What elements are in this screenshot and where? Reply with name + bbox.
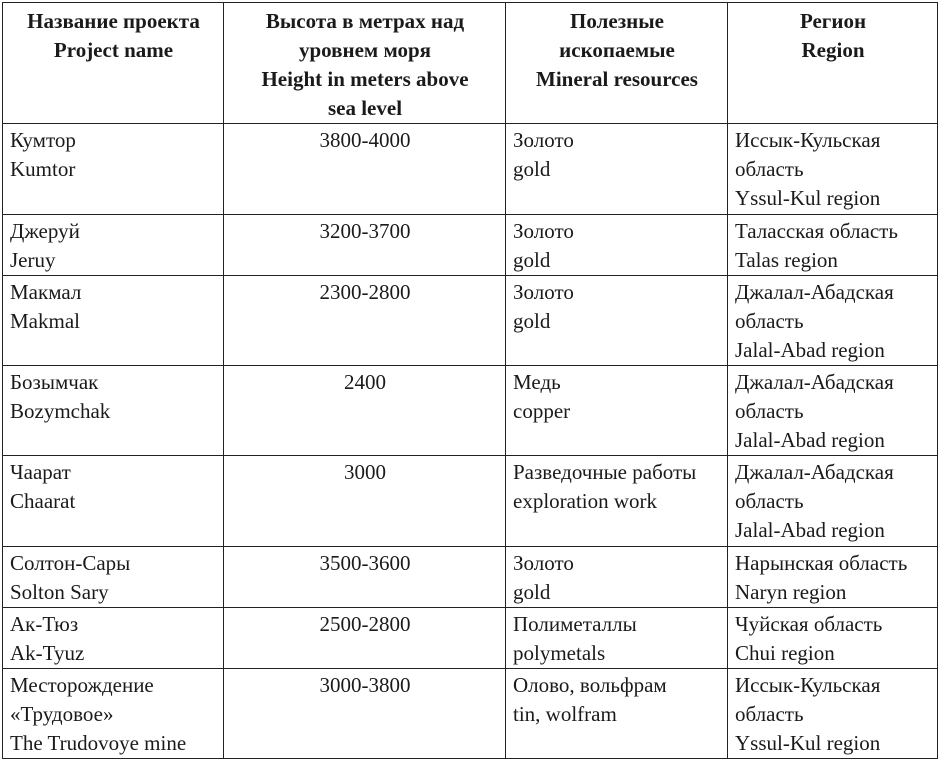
cell-line: «Трудовое» [10,702,114,726]
cell-line: Бозымчак [10,370,99,394]
cell-project [3,366,224,456]
header-line: Region [801,38,865,62]
table-row [3,276,938,366]
cell-line: Золото [513,219,574,243]
cell-line: Yssul-Kul region [735,186,881,210]
table-header [3,3,938,124]
mining-projects-table [2,2,938,759]
cell-height: 2500-2800 [224,608,506,669]
cell-minerals [506,547,728,608]
cell-project [3,669,224,759]
cell-line: gold [513,157,551,181]
cell-line: Солтон-Сары [10,551,131,575]
cell-line: Ak-Tyuz [10,641,85,665]
cell-line: Разведочные работы [513,460,697,484]
cell-height: 3000-3800 [224,669,506,759]
cell-line: exploration work [513,489,658,513]
cell-minerals [506,669,728,759]
cell-height: 2400 [224,366,506,456]
cell-line: Yssul-Kul region [735,731,881,755]
cell-height: 3000 [224,456,506,547]
cell-minerals [506,215,728,276]
cell-line: The Trudovoye mine [10,731,187,755]
header-height [224,3,506,124]
header-line: Регион [799,9,867,33]
cell-line: область [735,702,804,726]
cell-line: Месторождение [10,673,154,697]
cell-line: Джеруй [10,219,80,243]
header-row [3,3,938,124]
cell-region [728,456,938,547]
cell-line: gold [513,580,551,604]
cell-line: Олово, вольфрам [513,673,667,697]
cell-line: Иссык-Кульская [735,673,881,697]
cell-line: Jalal-Abad region [735,518,885,542]
header-line: sea level [327,96,403,120]
cell-line: Джалал-Абадская [735,370,894,394]
header-line: Mineral resources [536,67,698,91]
cell-region [728,608,938,669]
header-line: Project name [53,38,174,62]
cell-line: Полиметаллы [513,612,637,636]
cell-region [728,366,938,456]
cell-line: Naryn region [735,580,847,604]
cell-project [3,608,224,669]
cell-line: Talas region [735,248,838,272]
cell-line: gold [513,248,551,272]
cell-line: gold [513,309,551,333]
cell-line: Чаарат [10,460,71,484]
cell-project [3,547,224,608]
table-row [3,124,938,215]
cell-line: Медь [513,370,561,394]
header-line: Height in meters above [261,67,469,91]
cell-minerals [506,276,728,366]
cell-line: Chui region [735,641,835,665]
header-line: ископаемые [559,38,675,62]
cell-line: Золото [513,551,574,575]
cell-line: Чуйская область [735,612,883,636]
cell-minerals [506,456,728,547]
cell-line: polymetals [513,641,606,665]
header-region [728,3,938,124]
cell-line: Ак-Тюз [10,612,79,636]
cell-line: область [735,157,804,181]
cell-region [728,215,938,276]
cell-line: Джалал-Абадская [735,460,894,484]
table-row [3,366,938,456]
cell-line: Chaarat [10,489,76,513]
cell-line: Makmal [10,309,80,333]
table-row [3,669,938,759]
cell-line: Нарынская область [735,551,908,575]
header-line: Высота в метрах над [265,9,465,33]
cell-minerals [506,608,728,669]
cell-line: область [735,309,804,333]
table-row [3,215,938,276]
cell-line: Jalal-Abad region [735,338,885,362]
cell-line: Таласская область [735,219,898,243]
cell-line: область [735,399,804,423]
cell-line: Кумтор [10,128,76,152]
cell-project [3,456,224,547]
cell-line: Bozymchak [10,399,111,423]
cell-region [728,276,938,366]
cell-line: Макмал [10,280,82,304]
table-row [3,547,938,608]
cell-height: 2300-2800 [224,276,506,366]
cell-line: Джалал-Абадская [735,280,894,304]
cell-height: 3500-3600 [224,547,506,608]
cell-region [728,124,938,215]
cell-project [3,124,224,215]
cell-height: 3200-3700 [224,215,506,276]
cell-line: Jeruy [10,248,56,272]
cell-region [728,547,938,608]
cell-region [728,669,938,759]
cell-project [3,215,224,276]
cell-line: tin, wolfram [513,702,617,726]
cell-project [3,276,224,366]
cell-line: Kumtor [10,157,76,181]
cell-line: Золото [513,280,574,304]
table-row [3,456,938,547]
cell-line: Золото [513,128,574,152]
header-mineral-resources [506,3,728,124]
cell-line: Solton Sary [10,580,109,604]
cell-minerals [506,124,728,215]
cell-height: 3800-4000 [224,124,506,215]
cell-minerals [506,366,728,456]
header-line: уровнем моря [298,38,432,62]
cell-line: Иссык-Кульская [735,128,881,152]
cell-line: Jalal-Abad region [735,428,885,452]
header-project-name [3,3,224,124]
cell-line: copper [513,399,571,423]
table-row [3,608,938,669]
table-body [3,124,938,759]
cell-line: область [735,489,804,513]
header-line: Полезные [570,9,664,33]
header-line: Название проекта [27,9,200,33]
